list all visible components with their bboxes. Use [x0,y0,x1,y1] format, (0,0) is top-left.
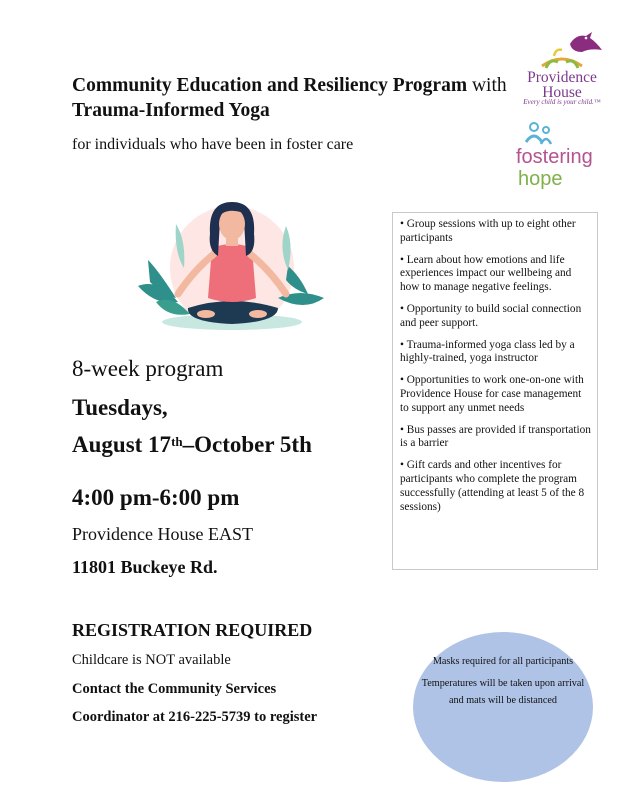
program-duration: 8-week program [72,356,224,381]
location-address: 11801 Buckeye Rd. [72,557,218,577]
hope-word: hope [518,168,563,190]
program-day: Tuesdays, [72,395,168,420]
date-start: August 17 [72,432,172,457]
benefit-item: • Bus passes are provided if transportation is a barrier [400,423,591,450]
benefit-item: • Opportunities to work one-on-one with Providence House for case management to support any unmet needs [400,374,584,414]
providence-name-line1: Providence [527,69,597,86]
yoga-meditation-illustration [128,190,336,340]
program-time: 4:00 pm-6:00 pm [72,485,240,510]
contact-line1: Contact the Community Services [72,681,277,697]
benefit-item: • Group sessions with up to eight other participants [400,218,576,244]
contact-line2: Coordinator at 216-225-5739 to register [72,709,318,725]
safety-notice-text [420,653,586,714]
program-dates [72,432,312,458]
benefit-item: • Learn about how emotions and life experiences impact our wellbeing and how to manage negative feelings. [400,253,572,294]
benefit-item: • Trauma-informed yoga class led by a highly-trained, yoga instructor [400,338,575,365]
providence-name-line2: House [542,84,582,101]
location-name: Providence House EAST [72,524,253,544]
title-part3: Trauma-Informed Yoga [72,100,270,121]
benefit-item: • Gift cards and other incentives for participants who complete the program successfully (attending at least 5 of the 8 sessions) [400,459,585,513]
registration-heading: REGISTRATION REQUIRED [72,620,313,640]
providence-house-name [512,70,612,100]
subtitle: for individuals who have been in foster care [72,136,354,153]
providence-tagline: Every child is your child.™ [523,98,601,106]
benefits-box [392,212,598,570]
notice-line1: Masks required for all participants [432,656,574,667]
date-end: –October 5th [182,432,312,457]
title-part1: Community Education and Resiliency Program [72,75,468,96]
fostering-word: fostering [516,146,593,168]
page-title [72,73,512,123]
benefit-item: • Opportunity to build social connection and peer support. [400,302,582,329]
notice-line2: Temperatures will be taken upon arrival and mats will be distanced [421,677,585,706]
date-start-suffix: th [171,434,183,449]
title-part2: with [467,75,507,96]
childcare-note: Childcare is NOT available [72,652,231,668]
